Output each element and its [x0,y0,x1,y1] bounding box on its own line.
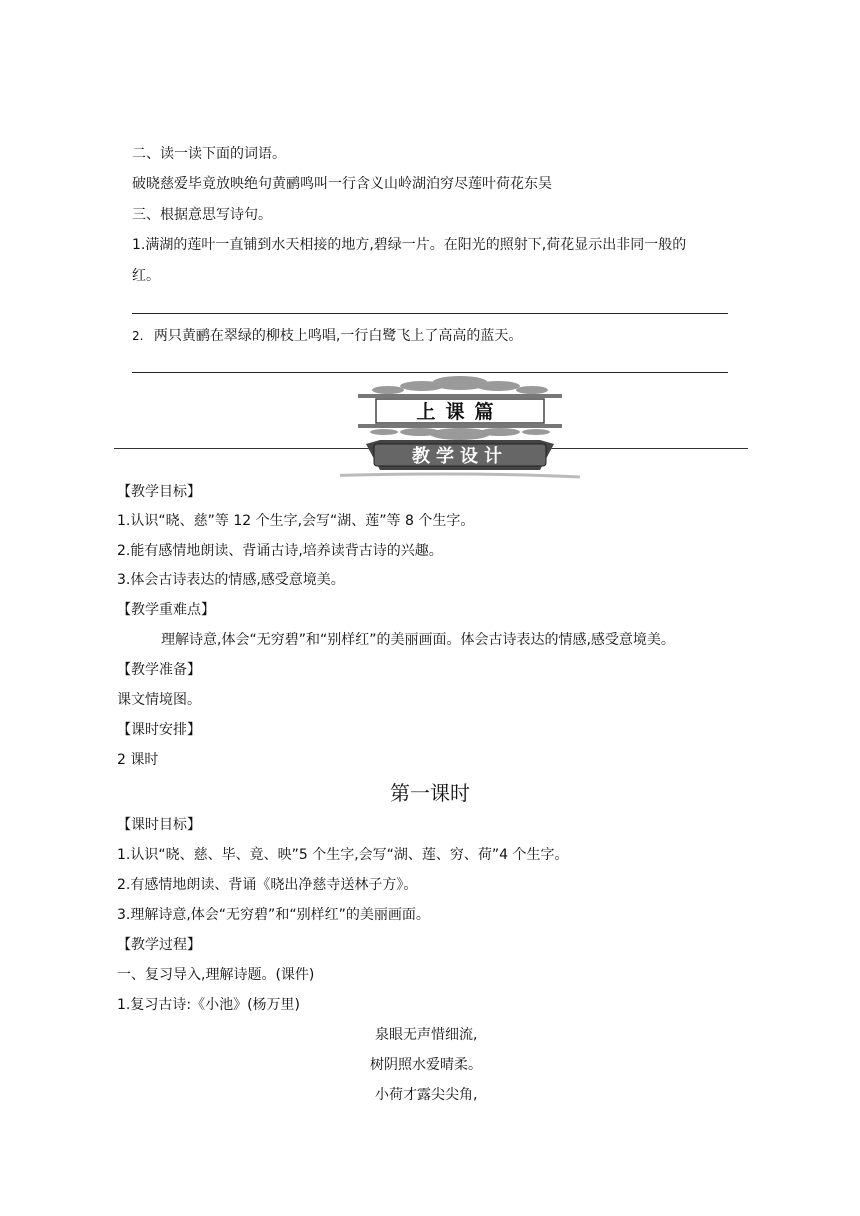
banner-title: 上课篇 [416,401,504,423]
banner-subtitle: 教学设计 [412,446,508,467]
prep-text: 课文情境图。 [117,692,201,708]
process-heading: 【教学过程】 [117,937,201,953]
poem-line: 树阴照水爱晴柔。 [370,1057,482,1073]
key-points-text: 理解诗意,体会“无穷碧”和“别样红”的美丽画面。体会古诗表达的情感,感受意境美。 [161,632,675,648]
question1-line2: 红。 [132,268,160,284]
schedule-heading: 【课时安排】 [117,722,201,738]
ornament-bottom-icon [370,428,550,440]
question2-text: 两只黄鹂在翠绿的柳枝上鸣唱,一行白鹭飞上了高高的蓝天。 [153,328,523,344]
key-points-heading: 【教学重难点】 [117,602,215,618]
schedule-text: 2 课时 [117,752,159,768]
section3-heading: 三、根据意思写诗句。 [132,207,272,223]
question2-number: 2. [132,329,144,343]
section-banner [340,374,580,484]
goal-3: 3.体会古诗表达的情感,感受意境美。 [117,572,345,588]
section2-words: 破晓慈爱毕竟放映绝句黄鹂鸣叫一行含义山岭湖泊穷尽莲叶荷花东吴 [132,176,552,192]
question2 [132,326,522,346]
goal-2: 2.能有感情地朗读、背诵古诗,培养读背古诗的兴趣。 [117,543,443,559]
prep-heading: 【教学准备】 [117,662,201,678]
lesson-goal-3: 3.理解诗意,体会“无穷碧”和“别样红”的美丽画面。 [117,907,430,923]
lesson-goals-heading: 【课时目标】 [117,817,201,833]
lesson-title: 第一课时 [390,781,470,805]
answer-line-2 [132,372,728,373]
lesson-goal-2: 2.有感情地朗读、背诵《晓出净慈寺送林子方》。 [117,877,418,893]
answer-line-1 [132,313,728,314]
poem-line: 小荷才露尖尖角, [375,1087,478,1103]
lesson-goal-1: 1.认识“晓、慈、毕、竟、映”5 个生字,会写“湖、莲、穷、荷”4 个生字。 [117,847,569,863]
step-1-1: 1.复习古诗:《小池》(杨万里) [117,997,300,1013]
goals-heading: 【教学目标】 [117,484,201,500]
step-1: 一、复习导入,理解诗题。(课件) [117,967,315,983]
section2-heading: 二、读一读下面的词语。 [132,146,286,162]
poem-line: 泉眼无声惜细流, [375,1027,478,1043]
ornament-top-icon [372,376,548,394]
question1-line1: 1.满湖的莲叶一直铺到水天相接的地方,碧绿一片。在阳光的照射下,荷花显示出非同一般的 [132,237,687,253]
goal-1: 1.认识“晓、慈”等 12 个生字,会写“湖、莲”等 8 个生字。 [117,513,475,529]
